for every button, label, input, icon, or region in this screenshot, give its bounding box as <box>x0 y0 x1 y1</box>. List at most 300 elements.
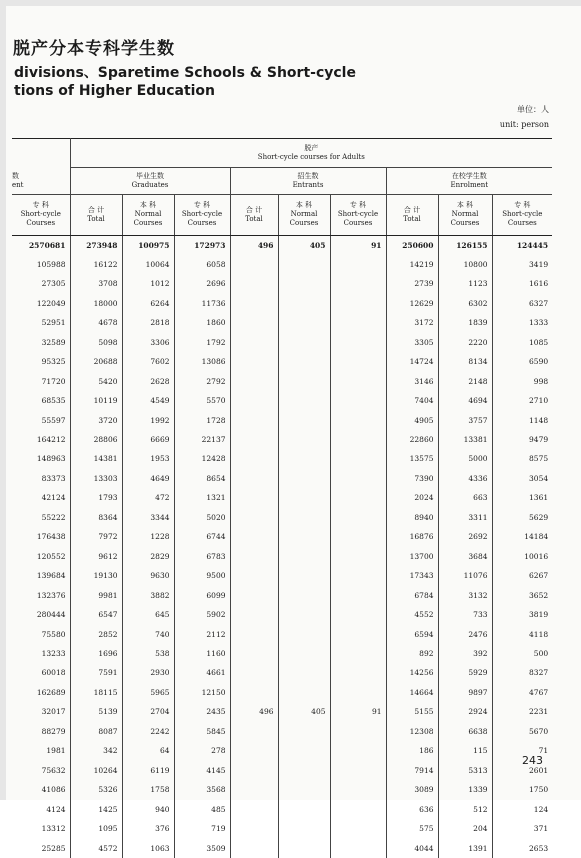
header-graduates-en: Graduates <box>131 180 169 189</box>
table-cell: 14724 <box>386 352 438 371</box>
subheader-enrol-total <box>386 194 438 235</box>
subheader-normal-cn: 本 科 <box>295 201 313 209</box>
subheader-normal-en2: Courses <box>450 219 480 227</box>
table-cell: 6744 <box>174 527 230 546</box>
table-cell: 27305 <box>41 279 66 289</box>
table-cell <box>230 663 278 682</box>
table-cell <box>230 605 278 624</box>
table-cell: 405 <box>278 702 330 721</box>
table-cell: 12150 <box>174 683 230 702</box>
table-cell: 164212 <box>36 435 66 445</box>
table-cell: 12308 <box>386 722 438 741</box>
table-cell <box>330 527 386 546</box>
table-cell <box>230 449 278 468</box>
table-cell: 13312 <box>41 824 66 834</box>
table-cell: 5570 <box>174 391 230 410</box>
table-cell <box>230 411 278 430</box>
table-cell <box>330 352 386 371</box>
table-cell <box>278 683 330 702</box>
table-header <box>12 139 552 236</box>
table-cell: 5098 <box>70 333 122 352</box>
title-english-line2: tions of Higher Education <box>14 83 216 99</box>
table-cell: 1160 <box>174 644 230 663</box>
table-cell <box>330 430 386 449</box>
table-cell <box>278 741 330 760</box>
table-cell <box>330 333 386 352</box>
table-cell <box>330 255 386 274</box>
table-cell: 6594 <box>386 625 438 644</box>
subheader-short-en2: Courses <box>343 219 373 227</box>
table-cell <box>330 800 386 819</box>
table-cell <box>330 780 386 799</box>
table-cell: 719 <box>174 819 230 838</box>
header-graduates-cn: 毕业生数 <box>136 171 164 180</box>
table-cell: 2653 <box>492 839 552 858</box>
table-row <box>12 780 552 799</box>
table-cell: 18115 <box>70 683 122 702</box>
table-cell: 1391 <box>438 839 492 858</box>
table-cell: 4549 <box>122 391 174 410</box>
table-cell <box>330 586 386 605</box>
table-cell: 405 <box>278 235 330 255</box>
table-cell <box>330 488 386 507</box>
table-cell: 3568 <box>174 780 230 799</box>
table-cell: 485 <box>174 800 230 819</box>
header-col0-cn: 数 <box>12 171 19 180</box>
table-cell: 172973 <box>174 235 230 255</box>
subheader-short-cn: 专 科 <box>349 201 367 209</box>
table-cell: 3306 <box>122 333 174 352</box>
table-cell <box>278 430 330 449</box>
table-cell <box>230 469 278 488</box>
table-cell <box>230 527 278 546</box>
header-group <box>70 139 552 168</box>
table-cell <box>278 761 330 780</box>
table-cell: 636 <box>386 800 438 819</box>
subheader-total-cn: 合 计 <box>245 205 263 214</box>
table-cell: 6590 <box>492 352 552 371</box>
table-cell: 5420 <box>70 372 122 391</box>
table-cell <box>278 722 330 741</box>
table-cell: 7404 <box>386 391 438 410</box>
table-cell: 6267 <box>492 566 552 585</box>
table-row <box>12 741 552 760</box>
table-cell <box>278 372 330 391</box>
table-cell: 7390 <box>386 469 438 488</box>
table-cell: 8087 <box>70 722 122 741</box>
table-cell <box>230 819 278 838</box>
table-cell: 124 <box>492 800 552 819</box>
table-cell: 1992 <box>122 411 174 430</box>
subheader-normal-en1: Normal <box>290 210 318 218</box>
table-cell: 12428 <box>174 449 230 468</box>
table-cell: 60018 <box>41 668 66 678</box>
table-cell <box>278 294 330 313</box>
table-cell: 3882 <box>122 586 174 605</box>
table-cell: 5929 <box>438 663 492 682</box>
subheader-total-en: Total <box>87 214 105 223</box>
statistics-table-wrapper <box>12 138 552 858</box>
table-cell: 1095 <box>70 819 122 838</box>
table-cell: 3757 <box>438 411 492 430</box>
subheader-enrol-normal <box>438 194 492 235</box>
table-cell: 11736 <box>174 294 230 313</box>
table-cell: 575 <box>386 819 438 838</box>
table-cell: 13233 <box>41 649 66 659</box>
table-row <box>12 819 552 838</box>
table-cell: 55222 <box>41 512 66 522</box>
table-cell <box>278 313 330 332</box>
table-cell: 496 <box>230 702 278 721</box>
table-cell: 6119 <box>122 761 174 780</box>
table-row <box>12 800 552 819</box>
table-cell: 126155 <box>438 235 492 255</box>
table-cell: 6638 <box>438 722 492 741</box>
table-cell: 1793 <box>70 488 122 507</box>
subheader-short-en1: Short-cycle <box>20 210 61 218</box>
statistics-table <box>12 138 552 858</box>
title-english-line1: divisions、Sparetime Schools & Short-cycle <box>14 65 356 81</box>
table-cell: 75632 <box>41 765 66 775</box>
table-cell <box>278 508 330 527</box>
table-cell <box>330 625 386 644</box>
table-cell: 2852 <box>70 625 122 644</box>
table-cell: 5902 <box>174 605 230 624</box>
table-cell <box>230 274 278 293</box>
table-cell: 2148 <box>438 372 492 391</box>
table-cell: 9630 <box>122 566 174 585</box>
table-row <box>12 625 552 644</box>
table-cell: 3708 <box>70 274 122 293</box>
table-cell: 13303 <box>70 469 122 488</box>
table-row <box>12 508 552 527</box>
table-cell: 2924 <box>438 702 492 721</box>
table-cell <box>278 527 330 546</box>
table-cell: 8134 <box>438 352 492 371</box>
table-cell: 3089 <box>386 780 438 799</box>
table-cell: 124445 <box>492 235 552 255</box>
table-cell: 10119 <box>70 391 122 410</box>
subheader-normal-en2: Courses <box>133 219 163 227</box>
header-enrolment-cn: 在校学生数 <box>451 171 487 180</box>
table-row <box>12 488 552 507</box>
table-cell <box>230 644 278 663</box>
table-cell <box>330 313 386 332</box>
table-cell: 20688 <box>70 352 122 371</box>
table-cell: 1339 <box>438 780 492 799</box>
table-cell: 9612 <box>70 547 122 566</box>
table-cell <box>230 391 278 410</box>
table-cell: 10016 <box>492 547 552 566</box>
table-cell <box>330 566 386 585</box>
table-cell: 32017 <box>41 707 66 717</box>
table-cell: 3684 <box>438 547 492 566</box>
table-row <box>12 333 552 352</box>
table-cell: 2692 <box>438 527 492 546</box>
table-cell: 10264 <box>70 761 122 780</box>
header-entrants-en: Entrants <box>292 180 324 189</box>
subheader-entr-normal <box>278 194 330 235</box>
table-cell <box>278 839 330 858</box>
table-row <box>12 683 552 702</box>
table-cell: 2024 <box>386 488 438 507</box>
table-cell: 472 <box>122 488 174 507</box>
table-cell: 28806 <box>70 430 122 449</box>
table-cell: 998 <box>492 372 552 391</box>
table-cell: 371 <box>492 819 552 838</box>
table-cell: 4145 <box>174 761 230 780</box>
table-cell <box>230 586 278 605</box>
table-row <box>12 430 552 449</box>
table-cell: 41086 <box>41 785 66 795</box>
table-cell: 10064 <box>122 255 174 274</box>
table-cell <box>278 449 330 468</box>
table-cell: 1425 <box>70 800 122 819</box>
table-cell <box>330 469 386 488</box>
table-cell: 1953 <box>122 449 174 468</box>
subheader-total-en: Total <box>245 214 263 223</box>
table-cell: 17343 <box>386 566 438 585</box>
table-cell <box>230 430 278 449</box>
table-cell: 6784 <box>386 586 438 605</box>
table-row <box>12 547 552 566</box>
table-cell: 148963 <box>36 454 66 464</box>
table-cell <box>330 411 386 430</box>
table-cell: 3054 <box>492 469 552 488</box>
table-row <box>12 839 552 858</box>
header-graduates <box>70 168 230 195</box>
table-cell <box>278 274 330 293</box>
table-cell <box>230 547 278 566</box>
table-cell: 25285 <box>41 843 66 853</box>
table-cell: 3132 <box>438 586 492 605</box>
table-cell: 95325 <box>41 357 66 367</box>
subheader-short-en2: Courses <box>187 219 217 227</box>
table-cell: 1728 <box>174 411 230 430</box>
table-cell: 71720 <box>41 376 66 386</box>
table-cell: 55597 <box>41 415 66 425</box>
table-cell <box>230 255 278 274</box>
table-cell <box>330 663 386 682</box>
table-cell <box>330 683 386 702</box>
header-entrants-cn: 招生数 <box>297 171 319 180</box>
table-cell: 13381 <box>438 430 492 449</box>
table-cell: 4044 <box>386 839 438 858</box>
header-entrants <box>230 168 386 195</box>
table-cell <box>330 819 386 838</box>
table-cell: 4678 <box>70 313 122 332</box>
table-cell: 6058 <box>174 255 230 274</box>
subheader-short-en2: Courses <box>507 219 537 227</box>
table-cell <box>278 800 330 819</box>
header-group-en: Short-cycle courses for Adults <box>257 153 365 161</box>
table-cell <box>230 508 278 527</box>
table-cell: 4694 <box>438 391 492 410</box>
table-cell: 5629 <box>492 508 552 527</box>
table-row <box>12 702 552 721</box>
table-cell: 68535 <box>41 396 66 406</box>
table-cell: 5670 <box>492 722 552 741</box>
subheader-total-cn: 合 计 <box>87 205 105 214</box>
table-cell: 5326 <box>70 780 122 799</box>
table-cell: 2570681 <box>28 240 66 250</box>
table-cell: 4649 <box>122 469 174 488</box>
table-cell <box>278 547 330 566</box>
table-cell: 83373 <box>41 473 66 483</box>
table-cell <box>230 313 278 332</box>
table-cell: 4572 <box>70 839 122 858</box>
table-cell: 176438 <box>36 532 66 542</box>
table-body <box>12 235 552 858</box>
subheader-grad-total <box>70 194 122 235</box>
table-cell <box>278 644 330 663</box>
subheader-short-cn: 专 科 <box>514 201 531 209</box>
table-cell: 11076 <box>438 566 492 585</box>
table-cell: 19130 <box>70 566 122 585</box>
table-cell <box>230 566 278 585</box>
table-row <box>12 605 552 624</box>
table-cell: 5155 <box>386 702 438 721</box>
table-cell: 2112 <box>174 625 230 644</box>
header-group-cn: 脱产 <box>304 144 319 152</box>
table-cell: 75580 <box>41 629 66 639</box>
scan-edge-top <box>0 0 581 6</box>
table-cell: 4767 <box>492 683 552 702</box>
table-cell: 9981 <box>70 586 122 605</box>
table-cell <box>230 625 278 644</box>
table-cell: 52951 <box>41 318 66 328</box>
table-row <box>12 449 552 468</box>
table-cell <box>330 294 386 313</box>
table-cell: 7591 <box>70 663 122 682</box>
table-cell: 3509 <box>174 839 230 858</box>
table-cell: 8575 <box>492 449 552 468</box>
table-cell <box>230 800 278 819</box>
table-cell <box>230 372 278 391</box>
table-cell: 132376 <box>36 590 66 600</box>
subheader-normal-en1: Normal <box>134 210 162 218</box>
table-cell: 3311 <box>438 508 492 527</box>
table-cell: 10800 <box>438 255 492 274</box>
table-cell <box>330 547 386 566</box>
table-row <box>12 294 552 313</box>
table-cell: 2739 <box>386 274 438 293</box>
table-cell: 1361 <box>492 488 552 507</box>
subheader-entr-short <box>330 194 386 235</box>
table-cell: 13700 <box>386 547 438 566</box>
table-cell: 512 <box>438 800 492 819</box>
table-cell: 2242 <box>122 722 174 741</box>
table-cell: 3652 <box>492 586 552 605</box>
table-row <box>12 722 552 741</box>
table-cell <box>278 411 330 430</box>
table-cell: 115 <box>438 741 492 760</box>
table-cell <box>278 352 330 371</box>
table-cell: 733 <box>438 605 492 624</box>
table-cell: 13575 <box>386 449 438 468</box>
table-cell: 1839 <box>438 313 492 332</box>
subheader-short-en1: Short-cycle <box>337 210 379 218</box>
table-cell: 14256 <box>386 663 438 682</box>
table-cell: 9500 <box>174 566 230 585</box>
table-row <box>12 372 552 391</box>
table-cell <box>230 294 278 313</box>
table-cell: 3819 <box>492 605 552 624</box>
subheader-normal-cn: 本 科 <box>456 201 474 209</box>
table-cell <box>330 274 386 293</box>
table-cell: 16122 <box>70 255 122 274</box>
subheader-normal-en2: Courses <box>289 219 319 227</box>
table-cell: 5000 <box>438 449 492 468</box>
table-cell: 1012 <box>122 274 174 293</box>
subheader-total-cn: 合 计 <box>403 205 421 214</box>
unit-label-chinese: 单位：人 <box>517 105 549 114</box>
table-cell: 16876 <box>386 527 438 546</box>
table-cell: 2435 <box>174 702 230 721</box>
subheader-grad-short <box>174 194 230 235</box>
table-cell: 1860 <box>174 313 230 332</box>
table-cell: 740 <box>122 625 174 644</box>
table-cell <box>278 625 330 644</box>
table-cell: 250600 <box>386 235 438 255</box>
table-cell: 5845 <box>174 722 230 741</box>
table-cell <box>330 722 386 741</box>
table-cell: 1696 <box>70 644 122 663</box>
table-cell: 13086 <box>174 352 230 371</box>
table-cell <box>278 469 330 488</box>
table-cell: 1616 <box>492 274 552 293</box>
table-cell: 392 <box>438 644 492 663</box>
table-cell: 538 <box>122 644 174 663</box>
table-cell: 22860 <box>386 430 438 449</box>
table-row <box>12 761 552 780</box>
table-cell <box>278 605 330 624</box>
table-cell: 4336 <box>438 469 492 488</box>
table-cell: 7972 <box>70 527 122 546</box>
table-cell <box>278 819 330 838</box>
table-cell: 1758 <box>122 780 174 799</box>
table-cell: 6264 <box>122 294 174 313</box>
table-cell: 18000 <box>70 294 122 313</box>
table-row <box>12 352 552 371</box>
subheader-total-en: Total <box>403 214 421 223</box>
table-cell: 100975 <box>122 235 174 255</box>
title-chinese: 脱产分本专科学生数 <box>13 39 175 59</box>
table-cell <box>330 761 386 780</box>
table-cell: 5139 <box>70 702 122 721</box>
table-cell: 4905 <box>386 411 438 430</box>
table-cell: 2710 <box>492 391 552 410</box>
table-cell: 7602 <box>122 352 174 371</box>
table-cell: 122049 <box>36 298 66 308</box>
total-row <box>12 235 552 255</box>
table-cell <box>278 780 330 799</box>
header-enrolment <box>386 168 552 195</box>
table-row <box>12 411 552 430</box>
table-cell <box>230 839 278 858</box>
table-cell: 3344 <box>122 508 174 527</box>
table-cell <box>230 741 278 760</box>
table-cell: 5965 <box>122 683 174 702</box>
table-cell: 8364 <box>70 508 122 527</box>
table-cell: 6099 <box>174 586 230 605</box>
table-cell <box>330 839 386 858</box>
table-cell <box>230 333 278 352</box>
table-cell <box>278 255 330 274</box>
table-cell: 2930 <box>122 663 174 682</box>
table-cell: 5020 <box>174 508 230 527</box>
table-cell: 71 <box>492 741 552 760</box>
